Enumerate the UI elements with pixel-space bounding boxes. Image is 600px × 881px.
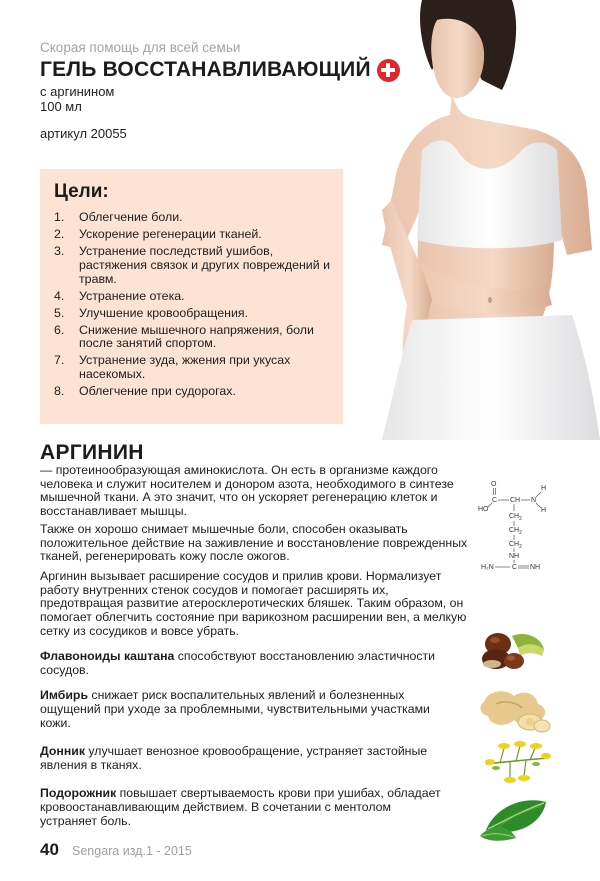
woman-holding-arm-photo <box>362 0 600 440</box>
atom-label: NH <box>530 564 541 571</box>
list-item: 1. Облегчение боли. <box>54 210 183 224</box>
ingredient-ginger: Имбирь снижает риск воспалительных явлений и болезненных ощущений при уходе за проблемными, чувствительными участками кожи. <box>40 688 430 730</box>
brochure-tagline: Скорая помощь для всей семьи <box>40 40 241 55</box>
atom-label: NH <box>509 553 520 560</box>
atom-label: C <box>492 497 498 504</box>
arginine-paragraph: Аргинин вызывает расширение сосудов и прилив крови. Нормализует работу внутренних стенок сосудов и помогает расширять их, предотвращая развитие атеросклеротических бляшек. Таким образом, он помогает облегчить состояние при варикозном расширении вен, а мелкую сетку из сосудиков и вовсе убрать. <box>40 569 467 638</box>
arginine-paragraph: Также он хорошо снимает мышечные боли, способен оказывать положительное действие на заживление и восстановление поврежденных тканей, регенерировать кожу после ожогов. <box>40 522 468 564</box>
ginger-icon <box>476 682 552 734</box>
ingredient-chestnut: Флавоноиды каштана способствуют восстановлению эластичности сосудов. <box>40 649 436 677</box>
product-title: ГЕЛЬ ВОССТАНАВЛИВАЮЩИЙ <box>40 58 371 81</box>
goals-list <box>54 211 336 402</box>
product-title-row <box>40 58 400 82</box>
atom-label: H <box>541 507 547 514</box>
product-subtitle: с аргинином <box>40 84 115 99</box>
list-item: 4. Устранение отека. <box>54 288 185 303</box>
list-item: 2. Ускорение регенерации тканей. <box>54 226 262 241</box>
arginine-paragraph: — протеинообразующая аминокислота. Он есть в организме каждого человека и служит носителем и донором азота, необходимого в синтезе мышечной ткани. А это значит, что он ускоряет регенерацию клеток и восстанавливает мышцы. <box>40 463 454 519</box>
ingredient-plantain: Подорожник повышает свертываемость крови при ушибах, обладает кровоостанавливающим действием. В сочетании с ментолом устраняет боль. <box>40 786 441 828</box>
atom-label: H <box>541 485 547 492</box>
goals-box <box>40 169 343 424</box>
atom-label: N <box>531 497 537 504</box>
ingredient-clover: Донник улучшает венозное кровообращение, устраняет застойные явления в тканях. <box>40 744 428 772</box>
list-item: 8. Облегчение при судорогах. <box>54 384 236 399</box>
plantain-icon <box>476 792 552 842</box>
arginine-heading: АРГИНИН <box>40 441 144 464</box>
atom-label: C <box>512 564 518 571</box>
atom-label: $CH_2$ <box>509 541 522 550</box>
atom-label: $CH_2$ <box>509 513 522 522</box>
arginine-structure-diagram <box>478 476 560 572</box>
atom-label: O <box>491 481 497 488</box>
clover-icon <box>480 738 554 786</box>
atom-label: HO <box>478 506 489 513</box>
atom-label: H₂N <box>481 564 494 571</box>
product-volume: 100 мл <box>40 99 82 114</box>
goals-heading: Цели: <box>54 181 109 202</box>
atom-label: $CH_2$ <box>509 527 522 536</box>
atom-label: CH <box>510 497 521 504</box>
list-item: 5. Улучшение кровообращения. <box>54 305 249 320</box>
chestnut-icon <box>478 628 548 670</box>
list-item: 6. Снижение мышечного напряжения, боли после занятий спортом. <box>54 322 314 351</box>
list-item: 3. Устранение последствий ушибов, растяжения связок и других повреждений и травм. <box>54 243 331 286</box>
list-item: 7. Устранение зуда, жжения при укусах насекомых. <box>54 353 291 382</box>
edition-label: Sengara изд.1 - 2015 <box>72 844 192 858</box>
page-number: 40 <box>40 840 59 859</box>
product-sku: артикул 20055 <box>40 126 127 141</box>
